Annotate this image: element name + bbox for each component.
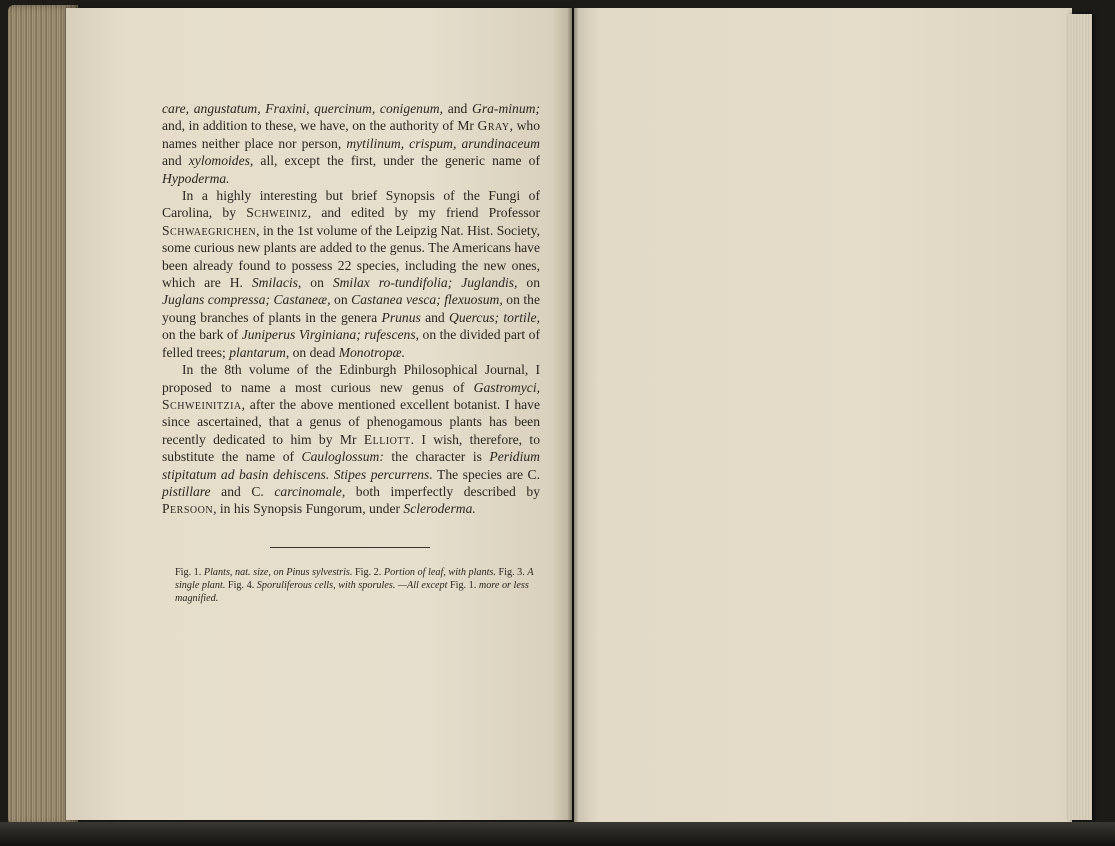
text-run: on (517, 275, 541, 291)
book-bottom-edge (0, 822, 1115, 846)
text-run: , and edited by my friend Professor (307, 205, 540, 221)
caption-run: Fig. 1. (175, 567, 204, 578)
text-run: Peridium stipitatum ad basin dehiscens. Stipes percurrens. (162, 449, 540, 482)
text-run: Elliott (363, 431, 411, 447)
text-run: on (301, 275, 333, 291)
text-run: both imperfectly described by (345, 483, 540, 499)
right-page-blank (574, 8, 1072, 824)
text-run: Gastromyci, (473, 379, 540, 395)
text-run: , who names neither place nor person, (162, 118, 540, 151)
caption-run: Portion of leaf, with plants. (383, 567, 496, 578)
text-run: Monotropæ. (338, 344, 406, 360)
caption-run: more or less magnified. (175, 580, 529, 604)
text-run: . I wish, therefore, to substitute the name of (162, 431, 540, 465)
text-run: The species are C. (432, 466, 540, 482)
text-run: on dead (289, 344, 339, 360)
text-run: Castanea vesca; flexuosum, (351, 292, 503, 308)
text-run: In a highly interesting but brief Synopsis of the Fungi of Carolina, by (162, 188, 540, 221)
text-run: all, except the first, under the generic name of (253, 153, 541, 169)
text-run: on (330, 292, 352, 308)
text-run: , in the 1st volume of the Leipzig Nat. Hist. Society, some curious new plants are added to the genus. The Americans have been already found to possess 22 species, including the new ones, which are H. (162, 222, 540, 291)
text-run: Juniperus Virginiana; rufescens, (241, 327, 420, 343)
text-run: and (162, 153, 189, 169)
text-run: Schweiniz (246, 205, 308, 221)
caption-run: A single plant. (175, 567, 534, 591)
text-run: Cauloglossum: (301, 449, 384, 465)
body-text (162, 100, 540, 518)
text-run: and, in addition to these, we have, on the authority of Mr (162, 118, 478, 134)
text-run: Prunus (381, 309, 421, 325)
text-run: Smilax ro-tundifolia; Juglandis, (332, 275, 518, 291)
figure-caption (175, 566, 540, 605)
text-run: and C. (210, 483, 275, 499)
text-run: mytilinum, crispum, arundinaceum (346, 135, 540, 151)
text-run: Schweinitzia (162, 396, 242, 412)
text-run: Persoon (162, 501, 214, 517)
text-run: on the bark of (162, 327, 242, 343)
caption-run: Fig. 1. (447, 580, 479, 591)
text-run: In the 8th volume of the Edinburgh Philosophical Journal, I proposed to name a most curious new genus of (162, 362, 540, 395)
book-gutter (568, 8, 578, 824)
text-run: Scleroderma. (403, 501, 476, 517)
footnote-rule (270, 547, 430, 548)
text-run: Gra-minum; (472, 101, 540, 116)
text-run: Gray (477, 118, 510, 134)
text-run: Schwaegrichen (162, 222, 257, 238)
caption-run: Fig. 2. (352, 567, 384, 578)
text-run: the character is (383, 449, 490, 465)
text-run: xylomoides, (188, 153, 254, 169)
text-run: care, angustatum, Fraxini, quercinum, conigenum, (162, 101, 443, 116)
text-run: Hypoderma. (162, 170, 230, 186)
text-run: pistillare (162, 483, 211, 499)
text-run: and (420, 309, 449, 325)
text-run: and (442, 101, 473, 116)
right-page-edges (1068, 14, 1092, 820)
paragraph-3 (162, 361, 540, 518)
text-run: Smilacis, (251, 275, 302, 291)
text-run: on the divided part of felled trees; (162, 327, 540, 360)
text-run: , in his Synopsis Fungorum, under (213, 501, 404, 517)
caption-run: Plants, nat. size, on Pinus sylvestris. (203, 567, 353, 578)
text-run: on the young branches of plants in the genera (162, 292, 540, 325)
text-run: carcinomale, (274, 483, 346, 499)
text-run: Juglans compressa; Castaneæ, (162, 292, 331, 308)
caption-run: Sporuliferous cells, with sporules. —All except (256, 580, 448, 591)
paragraph-1 (162, 100, 540, 187)
caption-run: Fig. 3. (495, 567, 528, 578)
caption-run: Fig. 4. (225, 580, 257, 591)
text-run: Quercus; tortile, (449, 309, 540, 325)
text-run: , after the above mentioned excellent botanist. I have since ascertained, that a genus of phenogamous plants has been recently dedicated to him by Mr (162, 396, 540, 447)
paragraph-2 (162, 187, 540, 361)
text-run: plantarum, (229, 344, 290, 360)
